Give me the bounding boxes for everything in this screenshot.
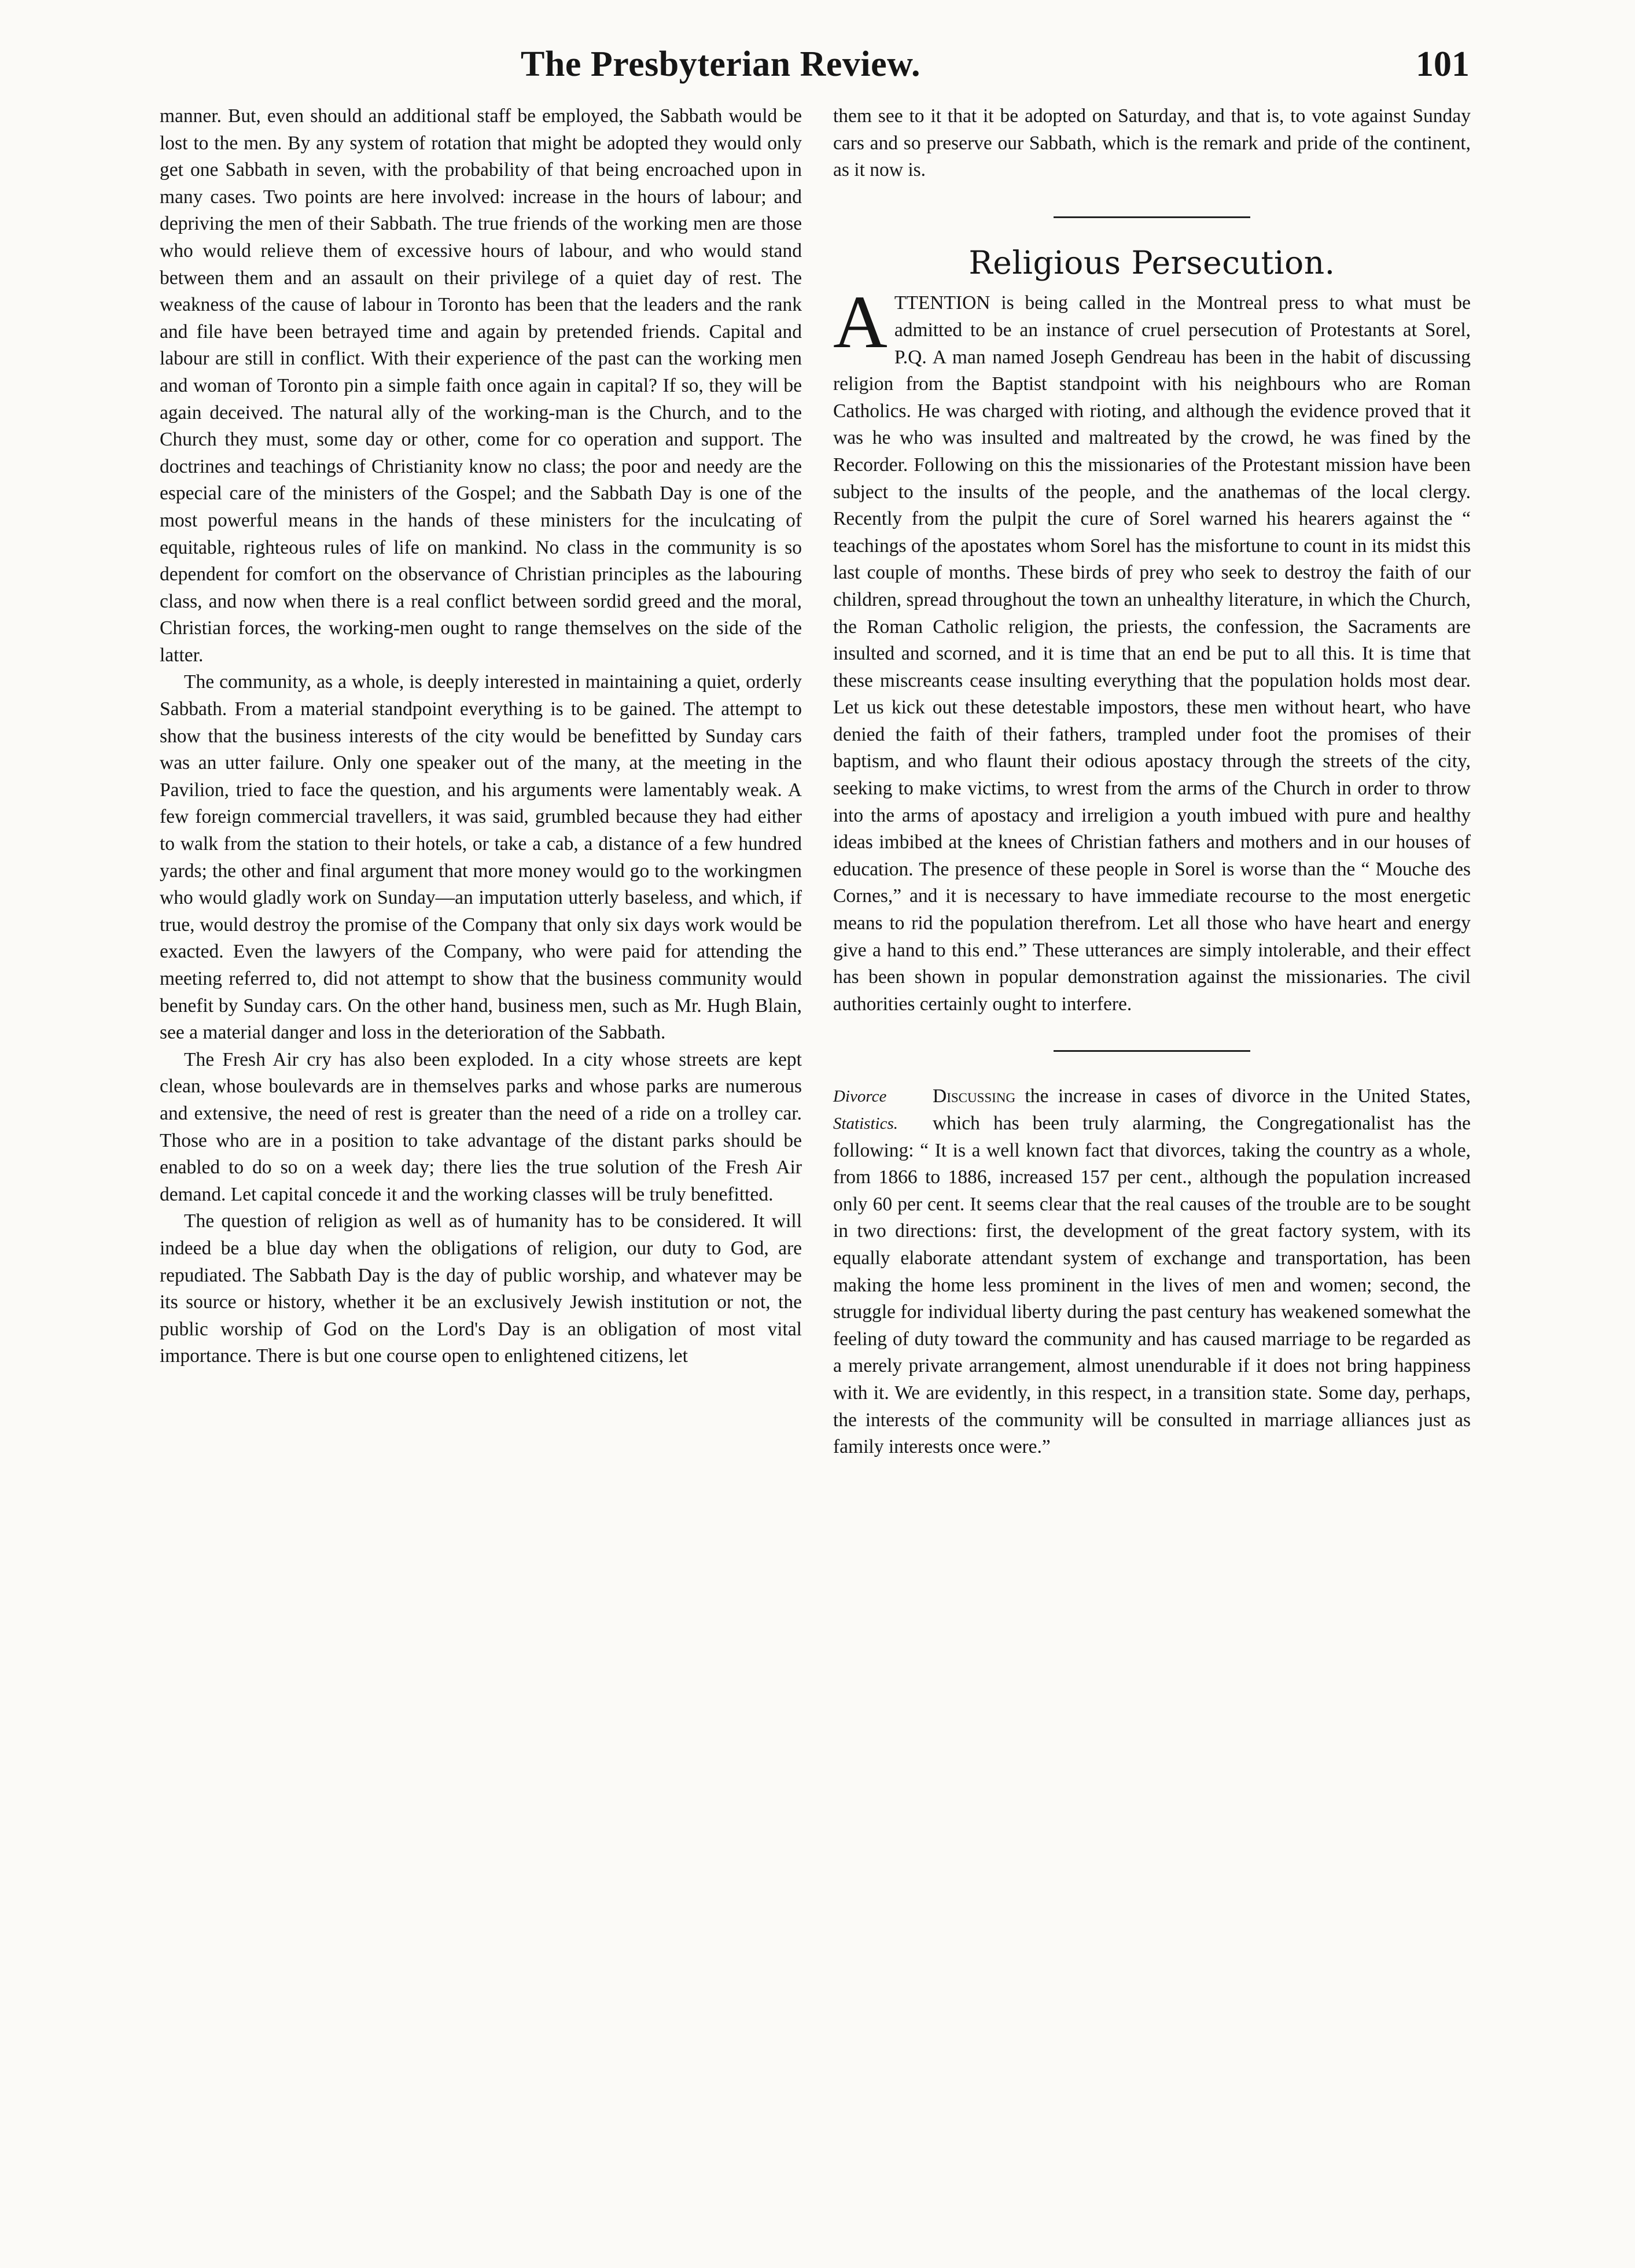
right-column: [833, 103, 1471, 1461]
page-header: [139, 41, 1470, 104]
divorce-text: the increase in cases of divorce in the United States, which has been truly alarming, the Congregationalist has the following: “ It is a well known fact that divorces, taking the country as a whole, from 1866 to 1886, increased 157 per cent., although the population increased only 60 per cent. It seems clear that the real causes of the trouble are to be sought in two directions: first, the development of the great factory system, with its equally elaborate attendant system of exchange and transportation, has been making the home less prominent in the lives of men and women; second, the struggle for individual liberty during the past century has weakened somewhat the feeling of duty toward the community and has caused marriage to be regarded as a merely private arrangement, almost unendurable if it does not bring happiness with it. We are evidently, in this respect, in a transition state. Some day, perhaps, the interests of the community will be consulted in marriage alliances just as family interests once were.”: [833, 1085, 1471, 1458]
paragraph: The question of religion as well as of humanity has to be considered. It will indeed be a blue day when the obligations of religion, our duty to God, are repudiated. The Sabbath Day is the day of public worship, and whatever may be its source or history, whether it be an exclusively Jewish institution or not, the public worship of God on the Lord's Day is an obligation of most vital importance. There is but one course open to enlightened citizens, let: [160, 1210, 802, 1367]
section-heading: Religious Persecution.: [969, 244, 1335, 281]
running-title: The Presbyterian Review.: [521, 45, 921, 84]
paragraph: The community, as a whole, is deeply interested in maintaining a quiet, orderly Sabbath. From a material standpoint everything is to be gained. The attempt to show that the business interests of the city would be benefitted by Sunday cars was an utter failure. Only one speaker out of the many, at the meeting in the Pavilion, tried to face the question, and his arguments were lamentably weak. A few foreign commercial travellers, it was said, grumbled because they had either to walk from the station to their hotels, or take a cab, a distance of a few hundred yards; the other and final argument that more money would go to the workingmen who would gladly work on Sunday—an imputation utterly baseless, and which, if true, would destroy the promise of the Company that only six days work would be exacted. Even the lawyers of the Company, who were paid for attending the meeting referred to, did not attempt to show that the business community would benefit by Sunday cars. On the other hand, business men, such as Mr. Hugh Blain, see a material danger and loss in the deterioration of the Sabbath.: [160, 671, 802, 1044]
paragraph: them see to it that it be adopted on Saturday, and that is, to vote against Sunday cars and so preserve our Sabbath, which is the remark and pride of the continent, as it now is.: [833, 105, 1471, 181]
drop-cap: A: [833, 281, 888, 365]
section-divider: [1054, 1050, 1250, 1052]
paragraph: The Fresh Air cry has also been exploded. In a city whose streets are kept clean, whose boulevards are in themselves parks and whose parks are numerous and extensive, the need of rest is greater than the need of a ride on a trolley car. Those who are in a position to take advantage of the distant parks should be enabled to do so on a week day; there lies the true solution of the Fresh Air demand. Let capital concede it and the working classes will be truly benefitted.: [160, 1048, 802, 1205]
page-number: 101: [1416, 45, 1470, 84]
divorce-paragraph: [833, 1083, 1471, 1460]
paragraph: manner. But, even should an additional staff be employed, the Sabbath would be lost to the men. By any system of rotation that might be adopted they would only get one Sabbath in seven, with the probability of that being encroached upon in many cases. Two points are here involved: increase in the hours of labour; and depriving the men of their Sabbath. The true friends of the working men are those who would relieve them of excessive hours of labour, and who would stand between them and an assault on their privilege of a quiet day of rest. The weakness of the cause of labour in Toronto has been that the leaders and the rank and file have been betrayed time and again by pretended friends. Capital and labour are still in conflict. With their experience of the past can the working men and woman of Toronto pin a simple faith once again in capital? If so, they will be again deceived. The natural ally of the working-man is the Church, and to the Church they must, some day or other, come for co operation and support. The doctrines and teachings of Christianity know no class; the poor and needy are the especial care of the ministers of the Gospel; and the Sabbath Day is one of the most powerful means in the hands of these ministers for the inculcating of equitable, righteous rules of life on mankind. No class in the community is so dependent for comfort on the observance of Christian principles as the labouring class, and now when there is a real conflict between sordid greed and the moral, Christian forces, the working-men ought to range themselves on the side of the latter.: [160, 105, 802, 666]
article-paragraph: [833, 281, 1471, 1018]
margin-note: Divorce Statistics.: [833, 1087, 898, 1133]
left-column: [160, 103, 802, 1370]
article-text: TTENTION is being called in the Montreal press to what must be admitted to be an instance of cruel persecution of Protestants at Sorel, P.Q. A man named Joseph Gendreau has been in the habit of discussing religion from the Baptist standpoint with his neighbours who are Roman Catholics. He was charged with rioting, and although the evidence proved that it was he who was insulted and maltreated by the crowd, he was fined by the Recorder. Following on this the missionaries of the Protestant mission have been subject to the insults of the people, and the anathemas of the local clergy. Recently from the pulpit the cure of Sorel warned his hearers against the “ teachings of the apostates whom Sorel has the misfortune to count in its midst this last couple of months. These birds of prey who seek to destroy the faith of our children, spread throughout the town an unhealthy literature, in which the Church, the Roman Catholic religion, the priests, the confession, the Sacraments are insulted and scorned, and it is time that an end be put to all this. It is time that these miscreants cease insulting everything that the population holds most dear. Let us kick out these detestable impostors, these men without heart, who have denied the faith of their fathers, trampled under foot the promises of their baptism, and who flaunt their odious apostacy through the streets of the city, seeking to make victims, to wrest from the arms of the Church in order to throw into the arms of apostacy and irreligion a youth imbued with pure and healthy ideas imbibed at the knees of Christian fathers and mothers and in our houses of education. The presence of these people in Sorel is worse than the “ Mouche des Cornes,” and it is necessary to have immediate recourse to the most energetic means to rid the population therefrom. Let all those who have heart and energy give a hand to this end.” These utterances are simply intolerable, and their effect has been shown in popular demonstration against the missionaries. The civil authorities certainly ought to interfere.: [833, 292, 1471, 1015]
lead-word: Discussing: [933, 1085, 1016, 1107]
section-divider: [1054, 216, 1250, 218]
